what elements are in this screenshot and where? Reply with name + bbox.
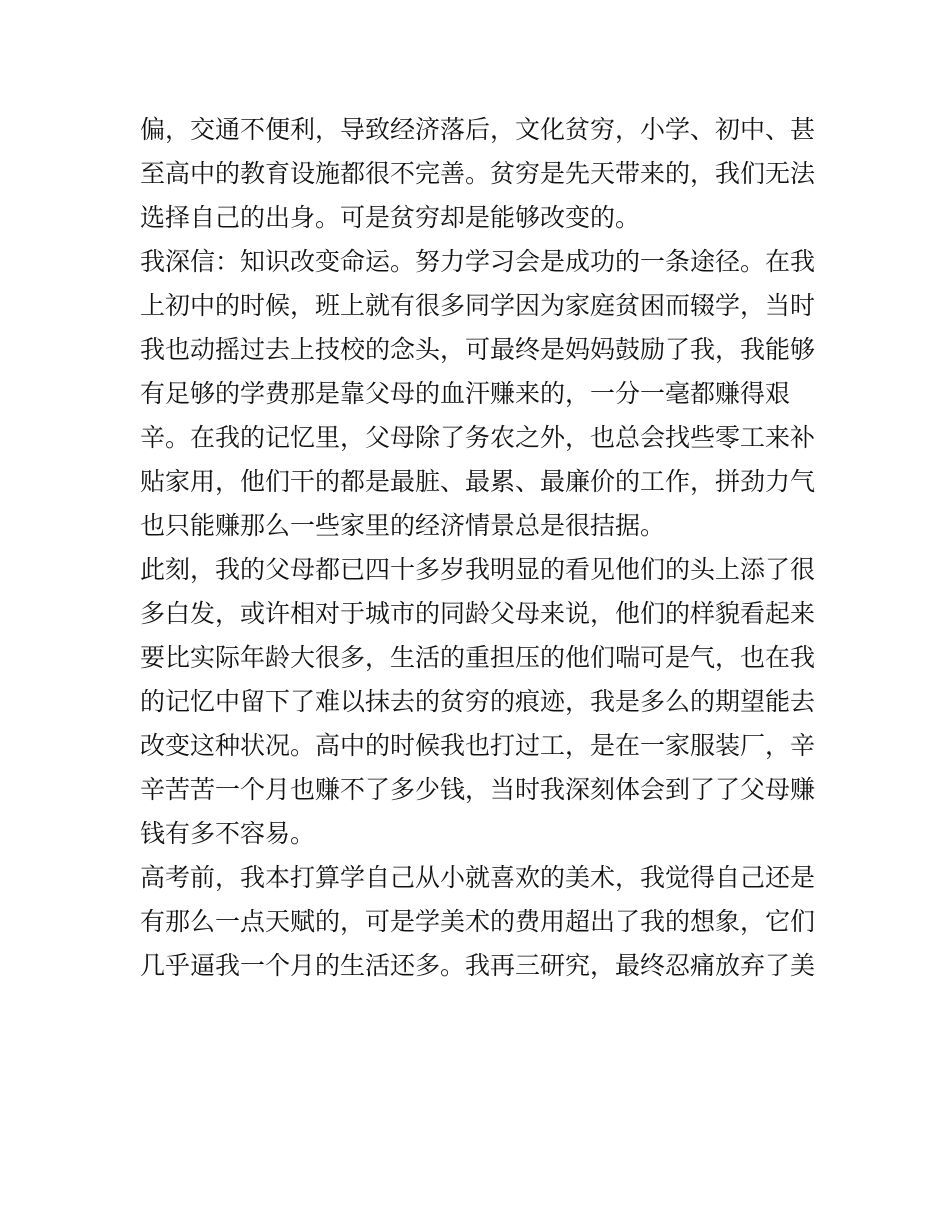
text-line: 选择自己的出身。可是贫穷却是能够改变的。 — [140, 203, 641, 232]
text-line: 上初中的时候，班上就有很多同学因为家庭贫困而辍学，当时 — [140, 291, 816, 320]
text-line: 偏，交通不便利，导致经济落后，文化贫穷，小学、初中、甚 — [140, 115, 816, 144]
text-line: 的记忆中留下了难以抹去的贫穷的痕迹，我是多么的期望能去 — [140, 687, 816, 716]
text-line: 改变这种状况。高中的时候我也打过工，是在一家服装厂，辛 — [140, 731, 816, 760]
text-line: 至高中的教育设施都很不完善。贫穷是先天带来的，我们无法 — [140, 159, 816, 188]
text-line: 我也动摇过去上技校的念头，可最终是妈妈鼓励了我，我能够 — [140, 335, 816, 364]
text-line: 辛苦苦一个月也赚不了多少钱，当时我深刻体会到了了父母赚 — [140, 775, 816, 804]
text-line: 也只能赚那么一些家里的经济情景总是很拮据。 — [140, 511, 666, 540]
text-line: 我深信：知识改变命运。努力学习会是成功的一条途径。在我 — [140, 247, 816, 276]
text-line: 钱有多不容易。 — [140, 819, 316, 848]
text-line: 辛。在我的记忆里，父母除了务农之外，也总会找些零工来补 — [140, 423, 816, 452]
text-line: 多白发，或许相对于城市的同龄父母来说，他们的样貌看起来 — [140, 599, 816, 628]
text-line: 贴家用，他们干的都是最脏、最累、最廉价的工作，拼劲力气 — [140, 467, 816, 496]
text-line: 几乎逼我一个月的生活还多。我再三研究，最终忍痛放弃了美 — [140, 951, 816, 980]
text-line: 有那么一点天赋的，可是学美术的费用超出了我的想象，它们 — [140, 907, 816, 936]
text-line: 有足够的学费那是靠父母的血汗赚来的，一分一毫都赚得艰 — [140, 379, 791, 408]
text-line: 此刻，我的父母都已四十多岁我明显的看见他们的头上添了很 — [140, 555, 816, 584]
text-line: 要比实际年龄大很多，生活的重担压的他们喘可是气，也在我 — [140, 643, 816, 672]
text-line: 高考前，我本打算学自己从小就喜欢的美术，我觉得自己还是 — [140, 863, 816, 892]
body-text — [140, 108, 820, 988]
